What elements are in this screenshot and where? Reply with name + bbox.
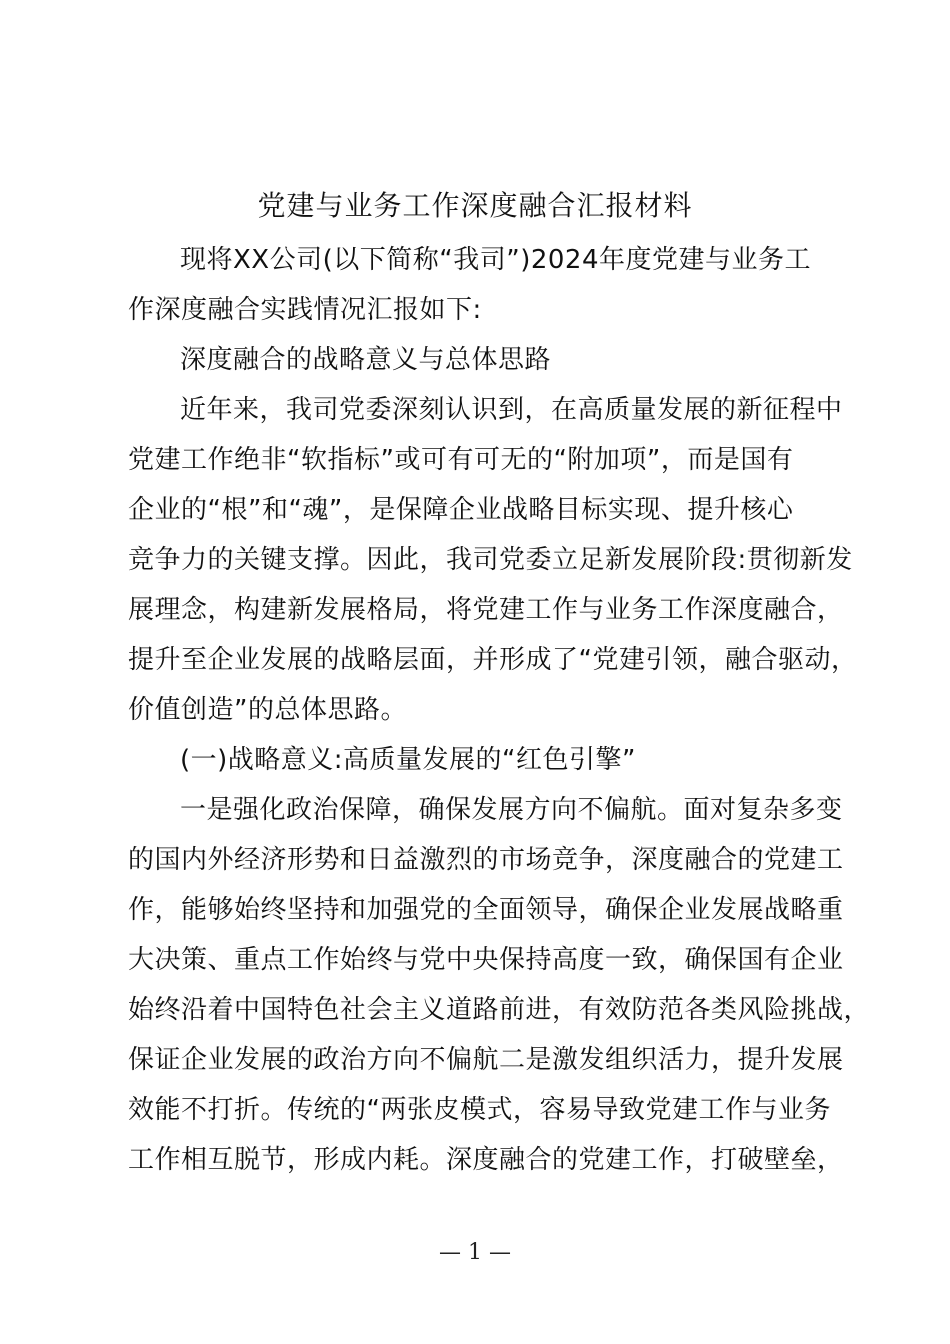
page-number: — 1 — — [439, 1240, 511, 1265]
document-body — [128, 235, 871, 1185]
paragraph-line: 提升至企业发展的战略层面，并形成了“党建引领，融合驱动， — [128, 645, 858, 675]
paragraph-line: 保证企业发展的政治方向不偏航二是激发组织活力，提升发展 — [128, 1045, 844, 1075]
paragraph-line: 一是强化政治保障，确保发展方向不偏航。面对复杂多变 — [180, 795, 843, 825]
paragraph-line: 作，能够始终坚持和加强党的全面领导，确保企业发展战略重 — [128, 895, 844, 925]
paragraph-line: 的国内外经济形势和日益激烈的市场竞争，深度融合的党建工 — [128, 845, 844, 875]
paragraph-line: 大决策、重点工作始终与党中央保持高度一致，确保国有企业 — [128, 945, 844, 975]
paragraph-line: 现将XX公司(以下简称“我司”)2024年度党建与业务工 — [180, 245, 812, 275]
paragraph-line: 工作相互脱节，形成内耗。深度融合的党建工作，打破壁垒， — [128, 1145, 844, 1175]
subsection-heading: (一)战略意义:高质量发展的“红色引擎” — [180, 745, 636, 775]
paragraph-line: 企业的“根”和“魂”，是保障企业战略目标实现、提升核心 — [128, 495, 794, 525]
paragraph-line: 作深度融合实践情况汇报如下: — [128, 295, 482, 325]
paragraph-line: 效能不打折。传统的“两张皮模式，容易导致党建工作与业务 — [128, 1095, 831, 1125]
paragraph-line: 竞争力的关键支撑。因此，我司党委立足新发展阶段:贯彻新发 — [128, 545, 853, 575]
section-heading: 深度融合的战略意义与总体思路 — [180, 345, 552, 375]
paragraph-line: 价值创造”的总体思路。 — [128, 695, 407, 725]
document-title: 党建与业务工作深度融合汇报材料 — [257, 189, 693, 222]
paragraph-line: 党建工作绝非“软指标”或可有可无的“附加项”，而是国有 — [128, 445, 794, 475]
paragraph-line: 展理念，构建新发展格局，将党建工作与业务工作深度融合， — [128, 595, 844, 625]
paragraph-line: 始终沿着中国特色社会主义道路前进，有效防范各类风险挑战， — [128, 995, 871, 1025]
paragraph-line: 近年来，我司党委深刻认识到，在高质量发展的新征程中 — [180, 395, 843, 425]
